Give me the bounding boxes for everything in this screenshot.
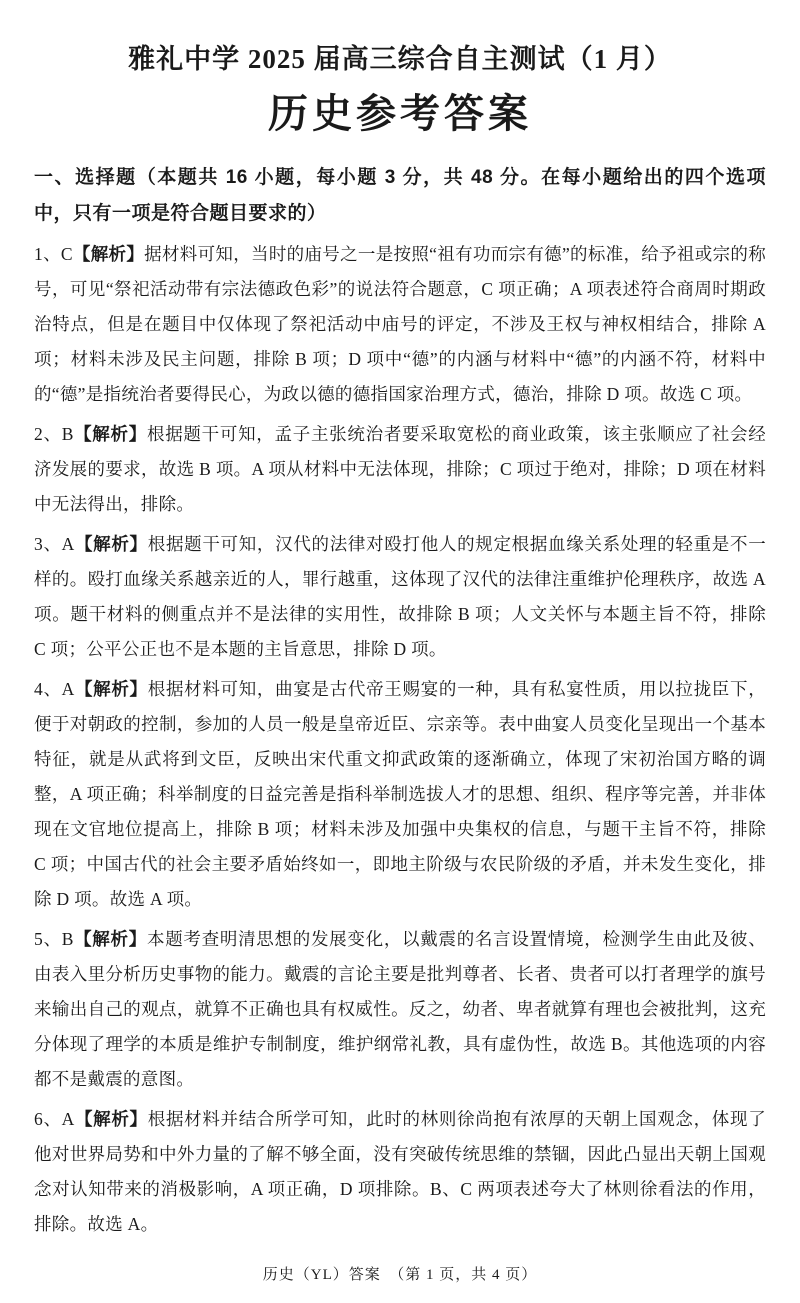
- answer-text: 据材料可知，当时的庙号之一是按照“祖有功而宗有德”的标准，给予祖或宗的称号，可见“祭祀活动带有宗法德政色彩”的说法符合题意，C 项正确；A 项表述符合商周时期政治特点，但是在题目中仅体现了祭祀活动中庙号的评定，不涉及王权与神权相结合，排除 A 项；材料未涉及民主问题，排除 B 项；D 项中“德”的内涵与材料中“德”的内涵不符，材料中的“德”是指统治者要得民心，为政以德的德指国家治理方式，德治，排除 D 项。故选 C 项。: [34, 244, 766, 404]
- answer-text: 本题考查明清思想的发展变化，以戴震的名言设置情境，检测学生由此及彼、由表入里分析历史事物的能力。戴震的言论主要是批判尊者、长者、贵者可以打者理学的旗号来输出自己的观点，就算不正确也具有权威性。反之，幼者、卑者就算有理也会被批判，这充分体现了理学的本质是维护专制制度，维护纲常礼教，具有虚伪性，故选 B。其他选项的内容都不是戴震的意图。: [34, 929, 766, 1089]
- answer-text: 根据材料可知，曲宴是古代帝王赐宴的一种，具有私宴性质，用以拉拢臣下，便于对朝政的控制，参加的人员一般是皇帝近臣、宗亲等。表中曲宴人员变化呈现出一个基本特征，就是从武将到文臣，反映出宋代重文抑武政策的逐渐确立，体现了宋初治国方略的调整，A 项正确；科举制度的日益完善是指科举制选拔人才的思想、组织、程序等完善，并非体现在文官地位提高上，排除 B 项；材料未涉及加强中央集权的信息，与题干主旨不符，排除 C 项；中国古代的社会主要矛盾始终如一，即地主阶级与农民阶级的矛盾，并未发生变化，排除 D 项。故选 A 项。: [34, 679, 766, 909]
- answer-number-choice: 5、B: [34, 929, 74, 949]
- answer-text: 根据材料并结合所学可知，此时的林则徐尚抱有浓厚的天朝上国观念，体现了他对世界局势和中外力量的了解不够全面，没有突破传统思维的禁锢，因此凸显出天朝上国观念对认知带来的消极影响，A 项正确，D 项排除。B、C 两项表述夸大了林则徐看法的作用，排除。故选 A。: [34, 1109, 766, 1234]
- page-title: 雅礼中学 2025 届高三综合自主测试（1 月）: [128, 44, 672, 74]
- analysis-tag: 【解析】: [74, 679, 148, 699]
- section-heading: 一、选择题（本题共 16 小题，每小题 3 分，共 48 分。在每小题给出的四个选项中，只有一项是符合题目要求的）: [34, 167, 766, 224]
- answer-item: [34, 527, 766, 667]
- page-subtitle: 历史参考答案: [268, 91, 532, 136]
- answer-number-choice: 4、A: [34, 679, 75, 699]
- answer-number-choice: 2、B: [34, 424, 74, 444]
- answer-text: 根据题干可知，汉代的法律对殴打他人的规定根据血缘关系处理的轻重是不一样的。殴打血缘关系越亲近的人，罪行越重，这体现了汉代的法律注重维护伦理秩序，故选 A 项。题干材料的侧重点并不是法律的实用性，故排除 B 项；人文关怀与本题主旨不符，排除 C 项；公平公正也不是本题的主旨意思，排除 D 项。: [34, 534, 766, 659]
- analysis-tag: 【解析】: [74, 534, 148, 554]
- answer-number-choice: 1、C: [34, 244, 73, 264]
- answer-item: [34, 1102, 766, 1242]
- answer-item: [34, 417, 766, 522]
- answer-item: [34, 922, 766, 1097]
- answer-number-choice: 6、A: [34, 1109, 75, 1129]
- answer-number-choice: 3、A: [34, 534, 75, 554]
- answer-item: [34, 237, 766, 412]
- analysis-tag: 【解析】: [72, 244, 145, 264]
- answers: [34, 237, 766, 1247]
- answer-item: [34, 672, 766, 917]
- page-footer: 历史（YL）答案 （第 1 页，共 4 页）: [262, 1267, 538, 1283]
- analysis-tag: 【解析】: [73, 424, 147, 444]
- analysis-tag: 【解析】: [74, 1109, 148, 1129]
- analysis-tag: 【解析】: [73, 929, 147, 949]
- answer-text: 根据题干可知，孟子主张统治者要采取宽松的商业政策，该主张顺应了社会经济发展的要求，故选 B 项。A 项从材料中无法体现，排除；C 项过于绝对，排除；D 项在材料中无法得出，排除。: [34, 424, 766, 514]
